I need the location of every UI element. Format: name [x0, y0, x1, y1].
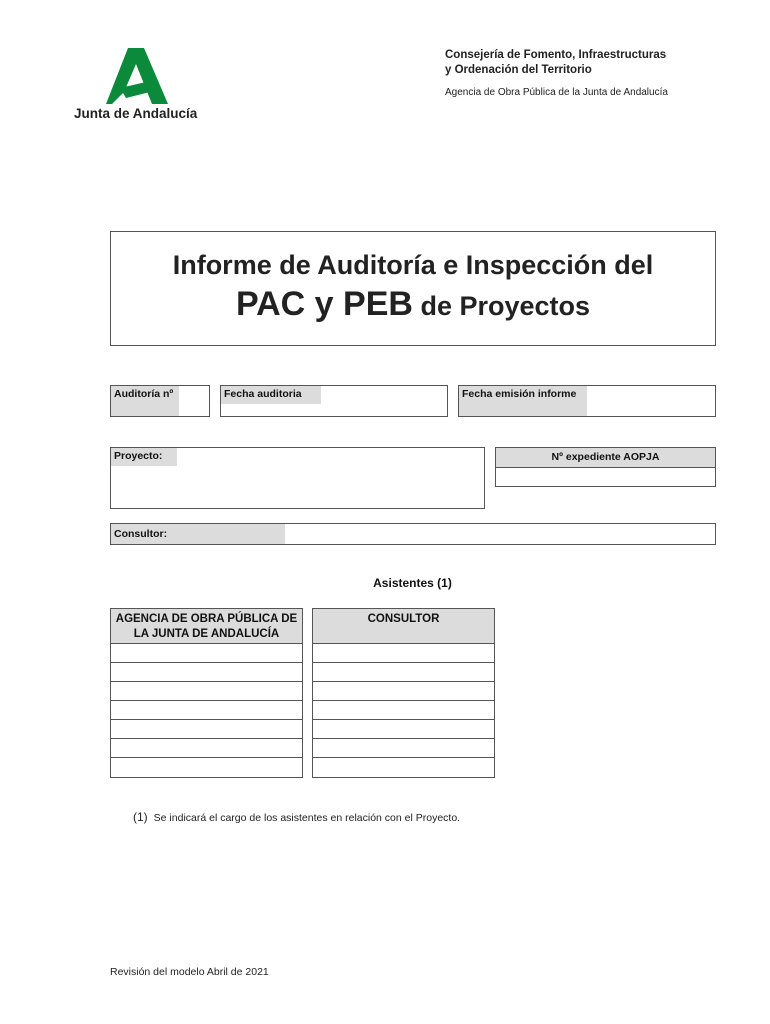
expediente-label: Nº expediente AOPJA — [496, 448, 715, 468]
table-row[interactable] — [111, 720, 302, 739]
table-row[interactable] — [313, 663, 494, 682]
title-box — [110, 231, 716, 346]
fecha-emision-field[interactable] — [458, 385, 716, 417]
agency-name: Agencia de Obra Pública de la Junta de Andalucía — [445, 87, 668, 98]
proyecto-label: Proyecto: — [111, 448, 177, 466]
consultor-label: Consultor: — [111, 524, 285, 544]
table-row[interactable] — [111, 758, 302, 777]
auditoria-field[interactable] — [110, 385, 210, 417]
proyecto-field[interactable] — [110, 447, 485, 509]
asistentes-title: Asistentes (1) — [373, 576, 452, 590]
footnote-number: (1) — [133, 810, 148, 824]
fecha-emision-label: Fecha emisión informe — [459, 386, 587, 416]
fecha-auditoria-label: Fecha auditoria — [221, 386, 321, 404]
table-row[interactable] — [313, 758, 494, 777]
table-row[interactable] — [313, 720, 494, 739]
table-row[interactable] — [111, 682, 302, 701]
agency-attendees-table — [110, 608, 303, 778]
expediente-field[interactable] — [495, 447, 716, 487]
department-header — [445, 48, 668, 100]
fecha-auditoria-field[interactable] — [220, 385, 448, 417]
dept-line-1: Consejería de Fomento, Infraestructuras — [445, 49, 667, 61]
revision-footer: Revisión del modelo Abril de 2021 — [110, 966, 269, 978]
dept-line-2: y Ordenación del Territorio — [445, 64, 592, 76]
andalucia-a-logo-icon — [106, 48, 172, 104]
table-row[interactable] — [313, 682, 494, 701]
table-row[interactable] — [111, 701, 302, 720]
footnote — [133, 810, 460, 824]
table-row[interactable] — [111, 663, 302, 682]
consultor-column-header: CONSULTOR — [313, 609, 494, 644]
title-line-2 — [111, 285, 715, 324]
title-de-proyectos: de Proyectos — [412, 291, 591, 321]
consultor-attendees-table — [312, 608, 495, 778]
title-line-1: Informe de Auditoría e Inspección del — [172, 250, 654, 280]
table-row[interactable] — [313, 644, 494, 663]
agency-column-header: AGENCIA DE OBRA PÚBLICA DE LA JUNTA DE ANDALUCÍA — [111, 609, 302, 644]
junta-andalucia-logo — [72, 48, 212, 128]
auditoria-label: Auditoría nº — [111, 386, 179, 416]
footnote-text: Se indicará el cargo de los asistentes en relación con el Proyecto. — [153, 812, 461, 824]
table-row[interactable] — [111, 644, 302, 663]
table-row[interactable] — [111, 739, 302, 758]
table-row[interactable] — [313, 739, 494, 758]
table-row[interactable] — [313, 701, 494, 720]
logo-text: Junta de Andalucía — [74, 106, 198, 121]
title-pac-peb: PAC y PEB — [235, 285, 413, 323]
consultor-field[interactable] — [110, 523, 716, 545]
